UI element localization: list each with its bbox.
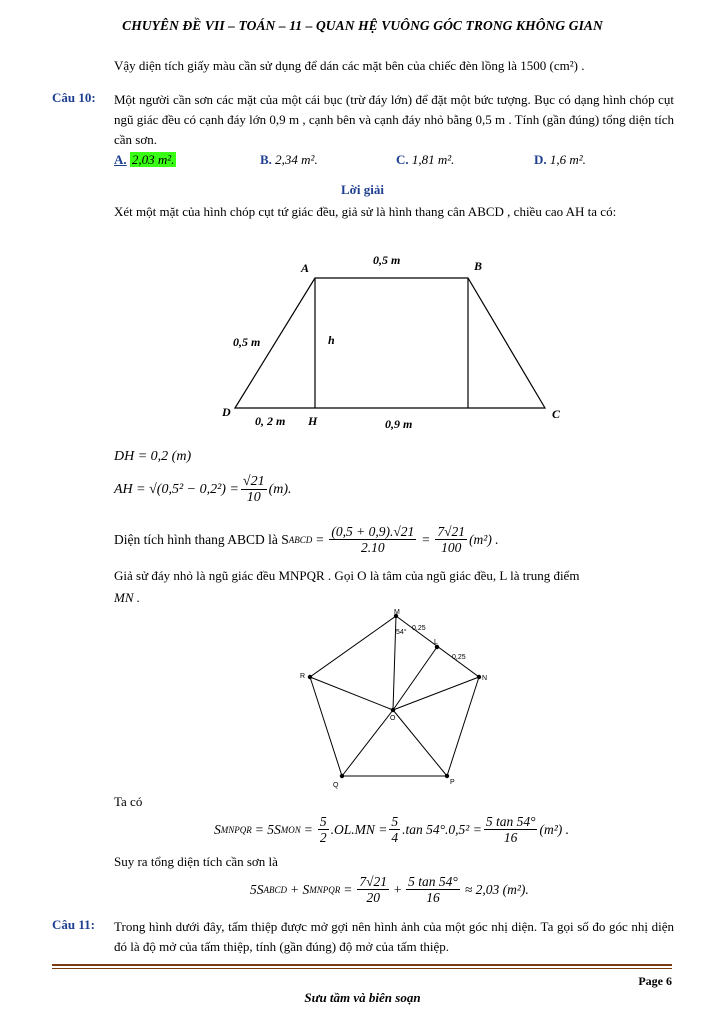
area-unit: (m²) . xyxy=(469,531,499,547)
area-f1-num: (0,5 + 0,9).√21 xyxy=(331,524,415,539)
eq-ah-unit: (m). xyxy=(268,481,292,497)
eq-s-mid: = 5S xyxy=(254,821,281,837)
option-b[interactable] xyxy=(260,152,318,168)
question-11-label: Câu 11: xyxy=(52,917,95,932)
label-q: Q xyxy=(333,782,339,789)
area-frac-2 xyxy=(435,524,467,555)
label-m: M xyxy=(394,609,400,616)
label-angle: 54° xyxy=(396,629,407,636)
eq-t-frac-1 xyxy=(357,874,389,905)
eq-s-lhs: S xyxy=(214,821,221,837)
eq-t-f1-den: 20 xyxy=(366,890,380,905)
pentagon-figure xyxy=(290,604,500,790)
label-o: O xyxy=(390,715,396,722)
label-l: L xyxy=(434,639,438,646)
label-p: P xyxy=(450,779,455,786)
pentagon-text-2: MN . xyxy=(114,590,140,605)
eq-s-b: .tan 54°.0,5² = xyxy=(402,821,482,837)
area-text: Diện tích hình thang ABCD là S xyxy=(114,531,289,547)
label-side: 0,5 m xyxy=(233,335,261,349)
suy-ra: Suy ra tổng diện tích cần sơn là xyxy=(114,854,278,869)
eq-t-plus: + S xyxy=(290,881,310,897)
label-r: R xyxy=(300,673,306,680)
area-f1-den: 2.10 xyxy=(361,540,385,555)
area-frac-1 xyxy=(329,524,416,555)
area-f2-den: 100 xyxy=(441,540,462,555)
page-number: Page 6 xyxy=(638,974,672,988)
eq-t-lhs: 5S xyxy=(250,881,264,897)
label-seg-2: 0,25 xyxy=(452,654,466,661)
footer-divider xyxy=(52,964,672,966)
pentagon-shape xyxy=(310,616,479,776)
option-b-label: B. xyxy=(260,152,272,167)
label-a: A xyxy=(301,261,310,275)
option-c-label: C. xyxy=(396,152,409,167)
eq-dh: DH = 0,2 (m) xyxy=(114,449,192,464)
area-sub: ABCD xyxy=(288,534,313,545)
eq-ah-frac xyxy=(241,474,267,505)
footer-text: Sưu tầm và biên soạn xyxy=(304,990,421,1005)
eq-area: Diện tích hình thang ABCD là S ABCD = $\frac{(0,5 + 0,9).√21}{2.10}$ = $\frac{7√21}{100}$ (m²) . xyxy=(114,524,499,555)
eq-s-f1-den: 2 xyxy=(319,830,327,845)
option-d-label: D. xyxy=(534,152,547,167)
page-header: CHUYÊN ĐỀ VII – TOÁN – 11 – QUAN HỆ VUÔNG GÓC TRONG KHÔNG GIAN xyxy=(122,18,603,33)
label-seg-1: 0,25 xyxy=(412,625,426,632)
eq-s-a: .OL.MN = xyxy=(330,821,388,837)
eq-s-frac-2 xyxy=(389,814,400,845)
eq-t-sub2: MNPQR xyxy=(309,884,341,895)
taco: Ta có xyxy=(114,794,143,809)
eq-t-frac-2 xyxy=(406,874,460,905)
option-b-value: 2,34 m². xyxy=(275,152,318,167)
eq-s-mid-sub: MON xyxy=(280,824,301,835)
eq-ah-lhs: AH = √(0,5² − 0,2²) = xyxy=(114,481,239,497)
eq-t-eq: = xyxy=(343,881,353,897)
option-a[interactable] xyxy=(114,152,176,168)
eq-ah xyxy=(114,474,292,505)
option-c[interactable] xyxy=(396,152,454,168)
question-11-text: Trong hình dưới đây, tấm thiệp được mở gợi nên hình ảnh của một góc nhị diện. Ta gọi số đo góc nhị diện đó là độ mở của tấm thiệp, tính (gần đúng) độ mở của tấm thiệp. xyxy=(114,919,674,954)
intro-line: Vậy diện tích giấy màu cần sử dụng để dán các mặt bên của chiếc đèn lồng là 1500 (cm²) . xyxy=(114,58,585,73)
eq-s-f3-num: 5 tan 54° xyxy=(485,814,536,829)
option-d[interactable] xyxy=(534,152,586,168)
label-hc: 0,9 m xyxy=(385,417,413,431)
solution-line-1: Xét một mặt của hình chóp cụt tứ giác đều, giả sử là hình thang cân ABCD , chiều cao AH ta có: xyxy=(114,204,617,219)
eq-total xyxy=(250,874,529,905)
pentagon-text: Giả sử đáy nhỏ là ngũ giác đều MNPQR . Gọi O là tâm của ngũ giác đều, L là trung điểm xyxy=(114,568,580,583)
eq-t-plus2: + xyxy=(393,881,403,897)
option-a-value: 2,03 m². xyxy=(131,152,175,167)
label-c: C xyxy=(552,407,561,421)
eq-ah-den: 10 xyxy=(246,490,261,505)
option-d-value: 1,6 m². xyxy=(549,152,586,167)
eq-s-frac-3 xyxy=(484,814,538,845)
label-b: B xyxy=(474,259,483,273)
eq-t-f2-num: 5 tan 54° xyxy=(408,874,458,889)
label-d: D xyxy=(222,405,231,419)
eq-t-f2-den: 16 xyxy=(426,890,440,905)
area-f2-num: 7√21 xyxy=(437,524,466,539)
eq-t-f1-num: 7√21 xyxy=(359,874,388,889)
eq-t-sub1: ABCD xyxy=(263,884,287,895)
trapezoid-figure xyxy=(215,250,575,440)
eq-s-f1-num: 5 xyxy=(319,814,327,829)
footer-divider-thin xyxy=(52,968,672,969)
solution-title: Lời giải xyxy=(341,182,384,197)
trapezoid-shape xyxy=(235,278,545,408)
label-dh: 0, 2 m xyxy=(255,414,286,428)
eq-s-lhs-sub: MNPQR xyxy=(220,824,252,835)
eq-s-f2-num: 5 xyxy=(391,814,399,829)
label-h: H xyxy=(308,414,318,428)
label-height: h xyxy=(328,333,335,347)
option-a-label: A. xyxy=(114,152,127,167)
label-top: 0,5 m xyxy=(373,253,401,267)
label-n: N xyxy=(482,675,488,682)
eq-s-mnpqr: S MNPQR = 5S MON = $\frac{5}{2}$ .OL.MN = $\frac{5}{4}$ .tan 54°.0,5² = $\frac{5 \tan 54^\circ}{16}$ (m²) . xyxy=(214,814,570,845)
eq-s-f3-den: 16 xyxy=(503,830,518,845)
eq-s-unit: (m²) . xyxy=(539,821,570,837)
eq-s-f2-den: 4 xyxy=(391,830,399,845)
option-c-value: 1,81 m². xyxy=(411,152,455,167)
eq-ah-num: √21 xyxy=(242,474,265,489)
question-10-label: Câu 10: xyxy=(52,90,96,105)
eq-t-result: ≈ 2,03 (m²). xyxy=(464,881,529,897)
eq-s-frac-1 xyxy=(318,814,329,845)
question-10-text: Một người cần sơn các mặt của một cái bục (trừ đáy lớn) để đặt một bức tượng. Bục có dạng hình chóp cụt ngũ giác đều có cạnh đáy lớn 0,9 m , cạnh bên và cạnh đáy nhỏ bằng 0,5 m . Tính (gần đúng) tổng diện tích cần sơn. xyxy=(114,92,674,147)
